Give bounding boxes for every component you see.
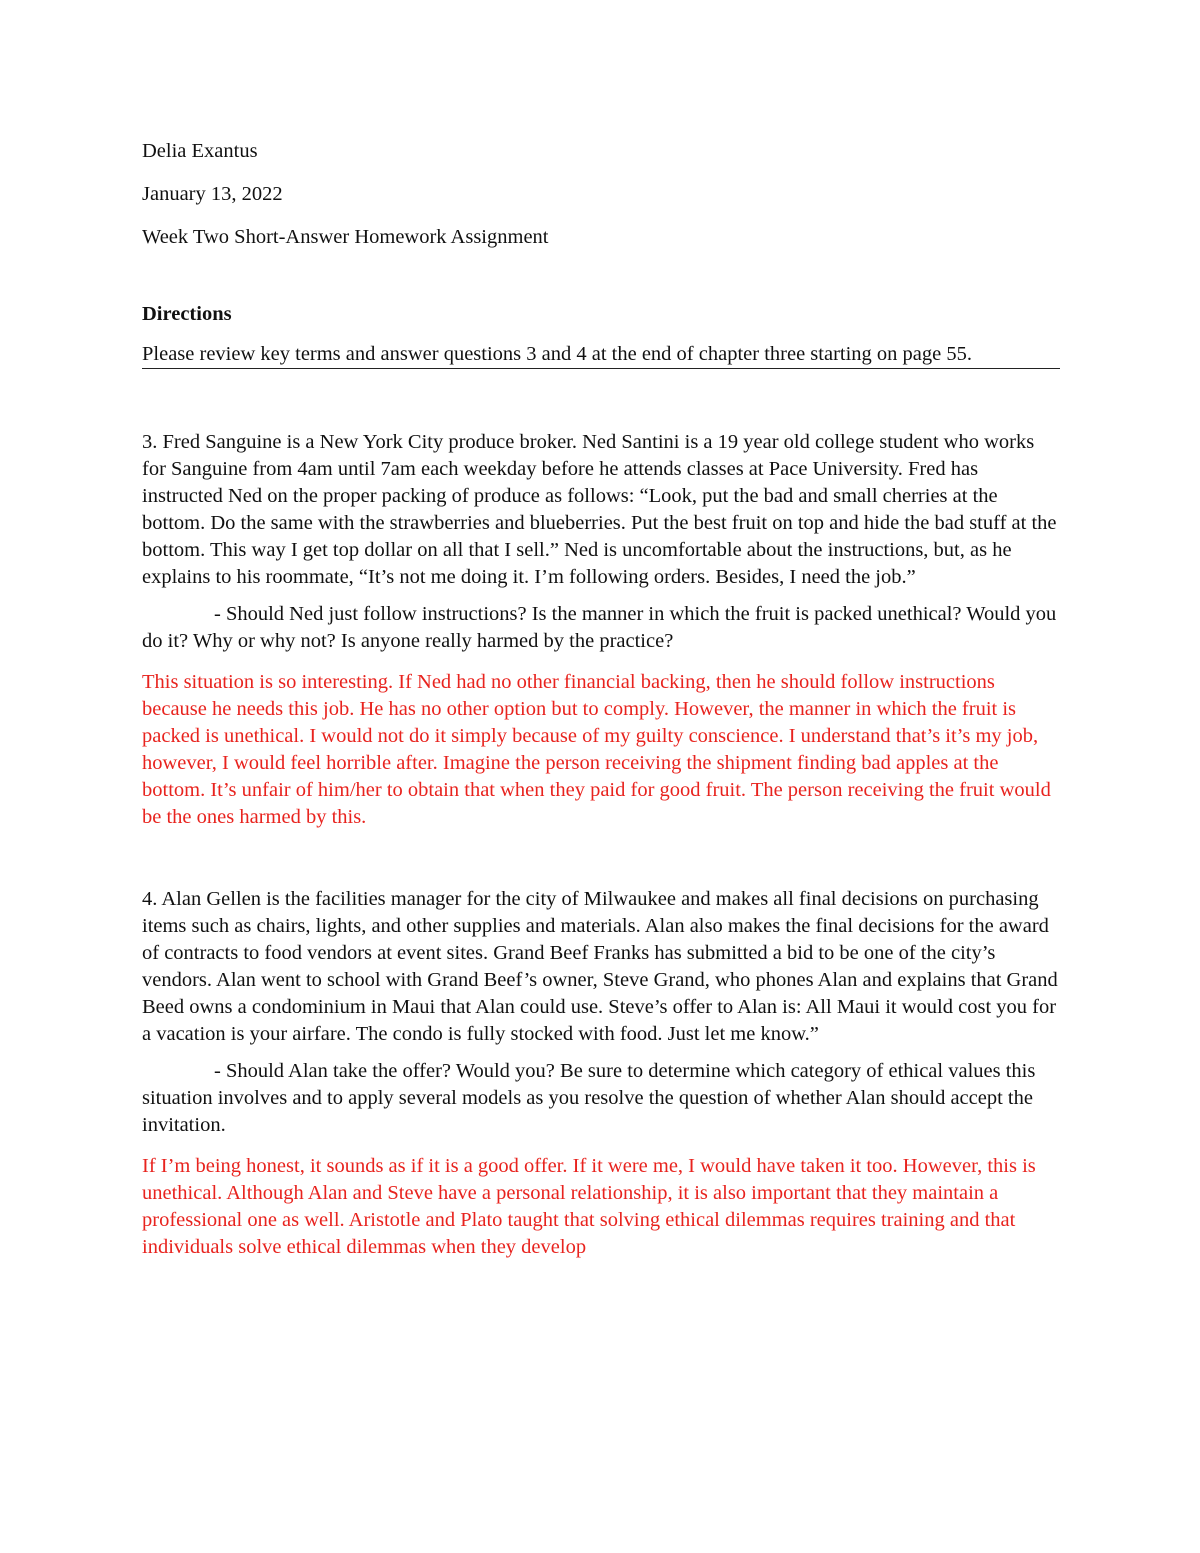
question-3-prompt: - Should Ned just follow instructions? Is the manner in which the fruit is packed unethical? Would you do it? Why or why not? Is anyone really harmed by the practice? bbox=[142, 603, 1057, 652]
question-4-body: 4. Alan Gellen is the facilities manager for the city of Milwaukee and makes all final decisions on purchasing items such as chairs, lights, and other supplies and materials. Alan also makes the final decisions for the award of contracts to food vendors at event sites. Grand Beef Franks has submitted a bid to be one of the city’s vendors. Alan went to school with Grand Beef’s owner, Steve Grand, who phones Alan and explains that Grand Beed owns a condominium in Maui that Alan could use. Steve’s offer to Alan is: All Maui it would cost you for a vacation is your airfare. The condo is fully stocked with food. Just let me know.” bbox=[142, 888, 1058, 1045]
assignment-title: Week Two Short-Answer Homework Assignment bbox=[142, 226, 549, 248]
directions-heading: Directions bbox=[142, 303, 232, 325]
question-3 bbox=[142, 429, 1060, 831]
document-date: January 13, 2022 bbox=[142, 183, 283, 205]
directions-text: Please review key terms and answer questions 3 and 4 at the end of chapter three starting on page 55. bbox=[142, 341, 1060, 369]
question-3-answer: This situation is so interesting. If Ned had no other financial backing, then he should follow instructions because he needs this job. He has no other option but to comply. However, the manner in which the fruit is packed is unethical. I would not do it simply because of my guilty conscience. I understand that’s it’s my job, however, I would feel horrible after. Imagine the person receiving the shipment finding bad apples at the bottom. It’s unfair of him/her to obtain that when they paid for good fruit. The person receiving the fruit would be the ones harmed by this. bbox=[142, 671, 1051, 828]
author-name: Delia Exantus bbox=[142, 140, 258, 162]
question-3-body: 3. Fred Sanguine is a New York City produce broker. Ned Santini is a 19 year old college student who works for Sanguine from 4am until 7am each weekday before he attends classes at Pace University. Fred has instructed Ned on the proper packing of produce as follows: “Look, put the bad and small cherries at the bottom. Do the same with the strawberries and blueberries. Put the best fruit on top and hide the bad stuff at the bottom. This way I get top dollar on all that I sell.” Ned is uncomfortable about the instructions, but, as he explains to his roommate, “It’s not me doing it. I’m following orders. Besides, I need the job.” bbox=[142, 431, 1057, 588]
question-4-prompt: - Should Alan take the offer? Would you? Be sure to determine which category of ethical values this situation involves and to apply several models as you resolve the question of whether Alan should accept the invitation. bbox=[142, 1060, 1036, 1136]
question-4-answer: If I’m being honest, it sounds as if it is a good offer. If it were me, I would have taken it too. However, this is unethical. Although Alan and Steve have a personal relationship, it is also important that they maintain a professional one as well. Aristotle and Plato taught that solving ethical dilemmas requires training and that individuals solve ethical dilemmas when they develop bbox=[142, 1155, 1036, 1258]
document-content bbox=[142, 138, 1060, 1261]
question-4 bbox=[142, 886, 1060, 1261]
